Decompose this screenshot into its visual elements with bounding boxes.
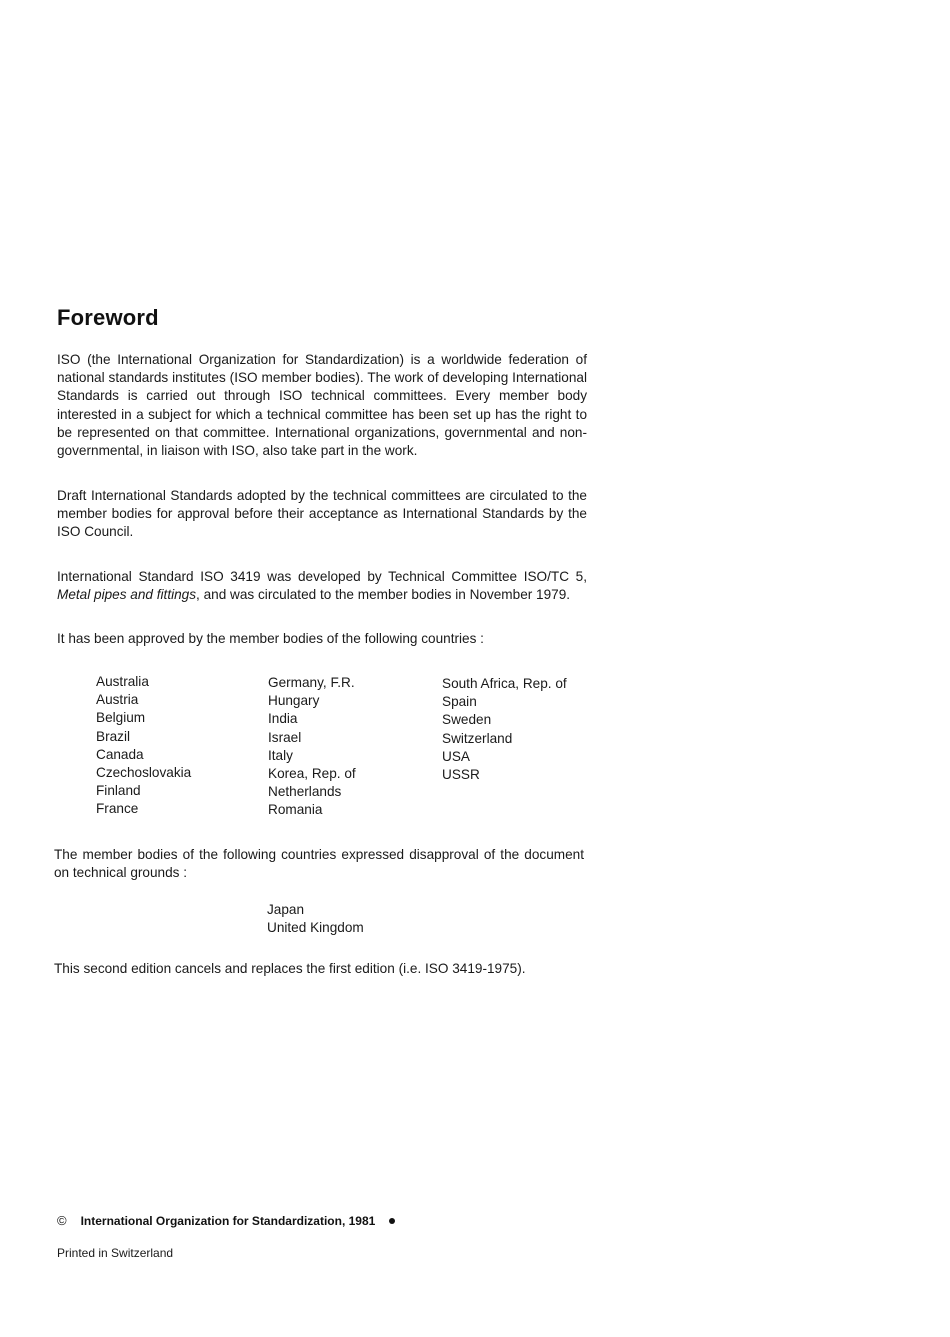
list-item: Hungary	[268, 693, 320, 709]
copyright-line	[57, 1213, 395, 1228]
country-list-column-1	[96, 673, 191, 819]
list-item: Japan	[267, 902, 305, 917]
list-item: Czechoslovakia	[96, 765, 192, 781]
paragraph-edition-note: This second edition cancels and replaces the first edition (i.e. ISO 3419-1975).	[54, 961, 526, 976]
list-item: Switzerland	[442, 730, 513, 746]
printed-in-note: Printed in Switzerland	[57, 1246, 174, 1260]
list-item: Finland	[96, 783, 141, 799]
list-item: United Kingdom	[267, 920, 364, 936]
list-item: Netherlands	[268, 784, 342, 800]
list-item: Italy	[268, 747, 293, 763]
list-item: India	[268, 711, 298, 727]
list-item: Austria	[96, 692, 139, 708]
list-item: USSR	[442, 767, 480, 783]
list-item: South Africa, Rep. of	[442, 676, 567, 691]
copyright-text: International Organization for Standardization, 1981	[80, 1213, 376, 1228]
copyright-icon: ©	[57, 1213, 67, 1228]
list-item: Brazil	[96, 728, 130, 744]
country-list-column-2	[268, 674, 356, 820]
list-item: Australia	[96, 674, 149, 689]
country-list-column-3	[442, 675, 567, 784]
disapproving-country-list	[267, 901, 364, 937]
standard-origin-text: International Standard ISO 3419 was developed by Technical Committee ISO/TC 5,	[57, 569, 587, 584]
list-item: USA	[442, 748, 470, 764]
list-item: Spain	[442, 694, 477, 710]
paragraph-draft-standards: Draft International Standards adopted by the technical committees are circulated to the member bodies for approval before their acceptance as International Standards by the ISO Council.	[57, 488, 587, 540]
committee-title: Metal pipes and fittings	[57, 587, 197, 603]
paragraph-standard-origin	[57, 568, 587, 604]
list-item: Sweden	[442, 712, 492, 728]
page-title: Foreword	[57, 305, 159, 330]
list-item: Canada	[96, 746, 144, 762]
list-item: Romania	[268, 802, 323, 818]
list-item: Israel	[268, 729, 302, 745]
paragraph-disapproval-intro: The member bodies of the following countries expressed disapproval of the document on technical grounds :	[54, 847, 584, 881]
paragraph-approval-intro: It has been approved by the member bodies of the following countries :	[57, 631, 484, 646]
paragraph-iso-intro: ISO (the International Organization for Standardization) is a worldwide federation of national standards institutes (ISO member bodies). The work of developing International Standards is carried out through ISO technical committees. Every member body interested in a subject for which a technical committee has been set up has the right to be represented on that committee. International organizations, governmental and non-governmental, in liaison with ISO, also take part in the work.	[57, 352, 587, 459]
list-item: Germany, F.R.	[268, 675, 355, 690]
list-item: Belgium	[96, 710, 146, 726]
bullet-icon	[389, 1218, 395, 1224]
standard-origin-tail: , and was circulated to the member bodies in November 1979.	[196, 587, 571, 603]
list-item: Korea, Rep. of	[268, 766, 356, 782]
list-item: France	[96, 801, 139, 817]
